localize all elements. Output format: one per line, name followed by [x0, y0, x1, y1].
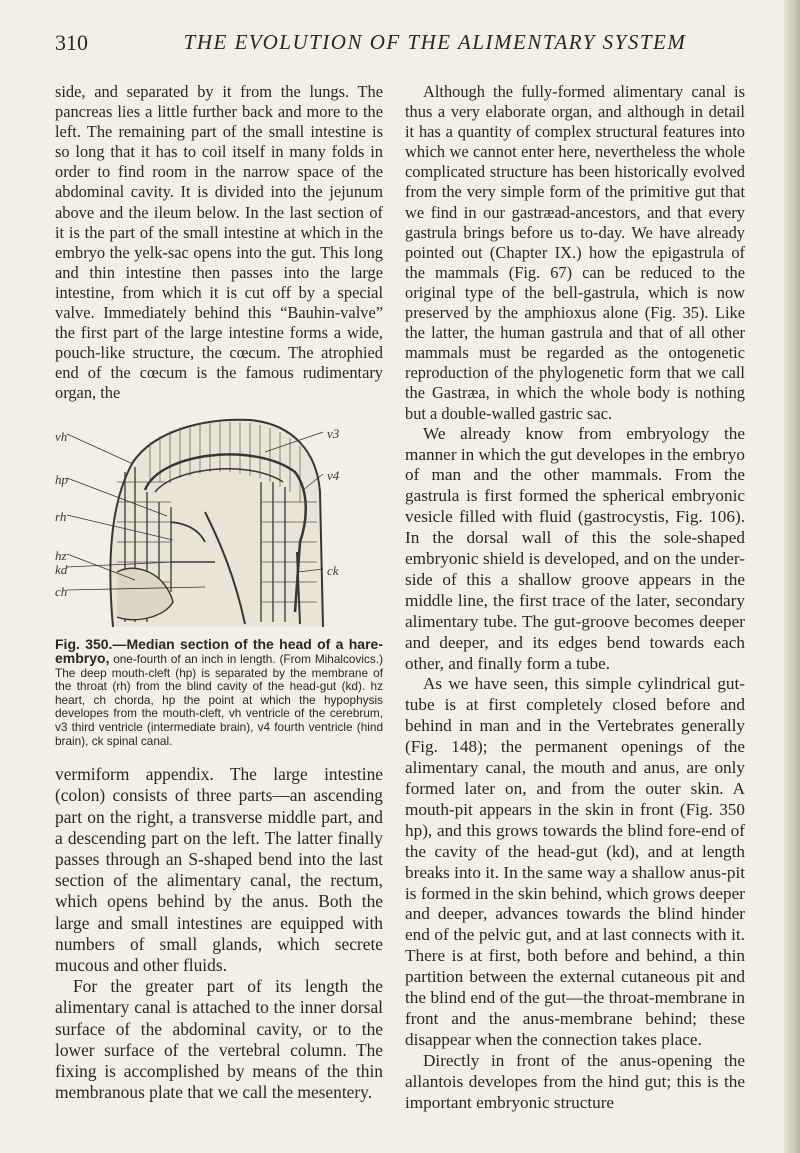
label-ck: ck — [327, 562, 339, 578]
left-paragraph-2: vermiform appendix. The large intestine (colon) consists of three parts—an ascending part on the right, a transverse middle part, and a descending part on the left. The latter finally passes through an S-shaped bend into the last section of the alimentary canal, the rectum, which opens behind by the anus. Both the large and small intestines are equipped with numbers of small glands, which secrete mucous and other fluids. — [55, 764, 383, 976]
left-paragraph-3: For the greater part of its length the alimentary canal is attached to the inner dorsal surface of the abdominal cavity, or to the lower surface of the vertebral column. The fixing is accomplished by means of the thin membranous plate that we call the mesentery. — [55, 976, 383, 1103]
right-paragraph-2: We already know from embryology the manner in which the gut developes in the embryo of man and the other mammals. From the gastrula is first formed the spherical embryonic vesicle filled with fluid (gastrocystis, Fig. 106). In the dorsal wall of this the sole-shaped embryonic shield is developed, and on the under-side of this a shallow groove appears in the middle line, the first trace of the later, secondary alimentary tube. The gut-groove becomes deeper and deeper, and its edges bend towards each other, and finally form a tube. — [405, 423, 745, 673]
page-header — [55, 30, 755, 60]
page-number: 310 — [55, 30, 88, 55]
label-hz: hz — [55, 547, 67, 563]
right-paragraph-4: Directly in front of the anus-opening the allantois developes from the hind gut; this is the important embryonic structure — [405, 1050, 745, 1112]
label-hp: hp — [55, 471, 68, 487]
caption-body: one-fourth of an inch in length. (From Mihalcovics.) The deep mouth-cleft (hp) is separated by the membrane of the throat (rh) from the blind cavity of the head-gut (kd). hz heart, ch chorda, hp the point at which the hypophysis developes from the mouth-cleft, vh ventricle of the cerebrum, v3 third ventricle (intermediate brain), v4 fourth ventricle (hind brain), ck spinal canal. — [55, 652, 383, 748]
label-v4: v4 — [327, 467, 340, 483]
caption-title: Fig. 350.—Median section of the head of a hare-embryo, — [55, 635, 383, 667]
right-paragraph-3: As we have seen, this simple cylindrical gut-tube is at first completely closed before and behind in man and in the Vertebrates generally (Fig. 148); the permanent openings of the alimentary canal, the mouth and anus, are only formed later on, and from the outer skin. A mouth-pit appears in the skin in front (Fig. 350 hp), and this grows towards the blind fore-end of the cavity of the head-gut (kd), and at length breaks into it. In the same way a shallow anus-pit is formed in the skin behind, which grows deeper and deeper, advances towards the blind hinder end of the pelvic gut, and at last connects with it. There is at first, both before and behind, a thin partition between the external cutaneous pit and the blind end of the gut—the throat-membrane in front and the anus-membrane behind; these disappear when the connection takes place. — [405, 674, 745, 1049]
left-paragraph-1: side, and separated by it from the lungs. The pancreas lies a little further back and more to the left. The remaining part of the small intestine is so long that it has to coil itself in many folds in order to find room in the narrow space of the abdominal cavity. It is divided into the jejunum above and the ileum below. In the last section of it is the part of the small intestine at which in the embryo the yelk-sac opens into the gut. This long and thin intestine then passes into the large intestine, from which it is cut off by a special valve. Immediately behind this “Bauhin-valve” the first part of the large intestine forms a wide, pouch-like structure, the cœcum. The atrophied end of the cœcum is the famous rudimentary organ, the — [55, 82, 383, 403]
right-column — [405, 82, 745, 1114]
figure-caption — [55, 635, 383, 749]
right-paragraph-1: Although the fully-formed alimentary canal is thus a very elaborate organ, and although in detail it has a quantity of complex structural features into which we cannot enter here, nevertheless the whole complicated structure has been historically evolved from the very simple form of the primitive gut that we find in our gastræad-ancestors, and that every gastrula brings before us to-day. We have already pointed out (Chapter IX.) how the epigastrula of the mammals (Fig. 67) can be reduced to the original type of the bell-gastrula, which is now preserved by the amphioxus alone (Fig. 35). Like the latter, the human gastrula and that of all other mammals must be regarded as the ontogenetic reproduction of the phylogenetic form that we call the Gastræa, in which the whole body is nothing but a double-walled gastric sac. — [405, 82, 745, 423]
left-column — [55, 82, 383, 1104]
label-v3: v3 — [327, 425, 340, 441]
embryo-head-illustration — [55, 412, 383, 634]
page-edge — [784, 0, 800, 1153]
label-kd: kd — [55, 561, 68, 577]
label-ch: ch — [55, 583, 68, 599]
running-title: THE EVOLUTION OF THE ALIMENTARY SYSTEM — [183, 30, 687, 54]
figure-350 — [55, 412, 383, 634]
label-rh: rh — [55, 508, 67, 524]
label-vh: vh — [55, 428, 68, 444]
